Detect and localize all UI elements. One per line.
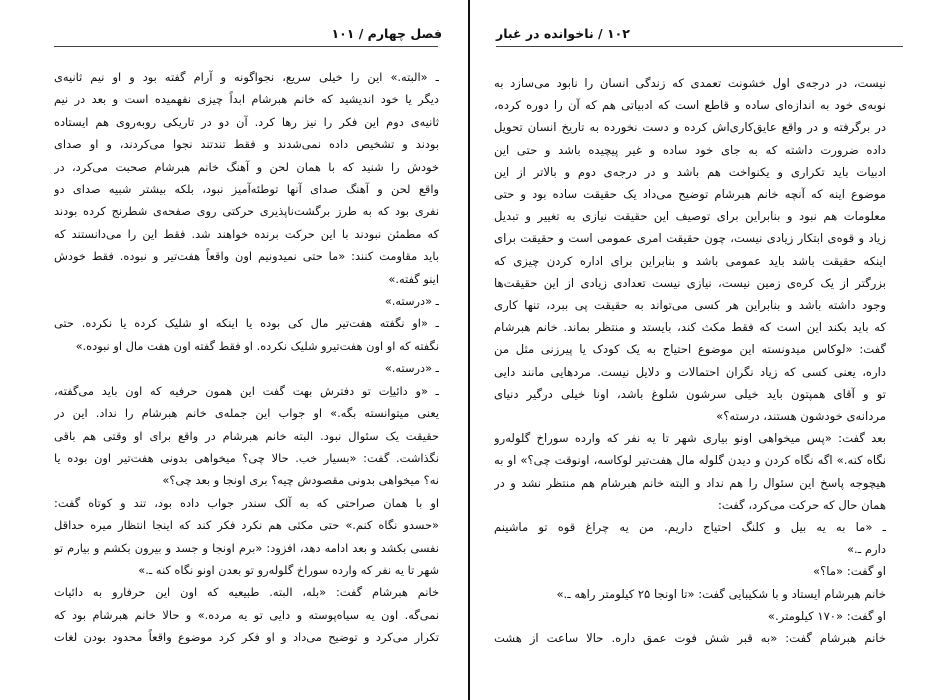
text-line: گفت: «لوکاس میدونسته این موضوع احتیاج به یک کودک یا پیرزنی مثل من bbox=[494, 342, 886, 357]
text-line: شهر تا یه نفر که وارده سوراخ گلوله‌رو تو بعدن اونو نگاه کنه ـ.» bbox=[138, 562, 439, 577]
right-header-rule bbox=[496, 46, 903, 47]
text-line: خودش را شنید که با همان لحن و آهنگ خانم هبرشام صحبت می‌کرد، در bbox=[54, 159, 439, 174]
text-line: خانم هبرشام گفت: «بله، البته. طبیعیه که اون این حرفارو به دائیات bbox=[54, 585, 439, 600]
text-line: بزرگتر از یک کره‌ی زمین نیست، نیازی نیست تعدادی زیادی از این حقیقت‌ها bbox=[494, 275, 886, 290]
text-line: ادبیات باید تکراری و یکنواخت هم باشد و در درجه‌ی دوم و بالاتر از این bbox=[494, 164, 886, 179]
text-line: نمی‌گه. اون یه سیاه‌پوسته و دایی تو یه مرده.» و حالا خانم هبرشام بود که bbox=[54, 607, 439, 622]
text-line: او گفت: «۱۷۰ کیلومتر.» bbox=[767, 608, 886, 623]
text-line: بعد گفت: «پس میخواهی اونو بیاری شهر تا یه نفر که وارده سوراخ گلوله‌رو bbox=[494, 431, 886, 446]
text-line: تکرار می‌کرد و توضیح می‌داد و او فکر کرد موضوع واقعاً محدود بودن لغات bbox=[54, 630, 439, 645]
text-line: دارم ـ.» bbox=[846, 542, 886, 557]
text-line: نگفته که او اون هفت‌تیرو شلیک نکرده. او فقط گفته اون هفت مال او نبوده.» bbox=[75, 338, 439, 353]
text-line: نوبه‌ی خود به اندازه‌ای ساده و قاطع است که ادبیاتی هم که آن را دوره کرده، bbox=[494, 98, 886, 113]
text-line: او با همان صراحتی که به آلک سندر جواب داده بود، تند و کوتاه گفت: bbox=[54, 495, 439, 510]
text-line: اینو گفته.» bbox=[388, 271, 439, 286]
text-line: ـ «و دائیاِت تو دفترش بهت گفت این همون حرفیه که اون باید می‌گفته، bbox=[54, 383, 439, 398]
left-header-rule bbox=[54, 46, 438, 47]
text-line: در برگرفته و در واقع عایق‌کاری‌اش کرده و دست نخورده به تاریخ انسان تحویل bbox=[494, 120, 886, 135]
text-line: نفسی بکشد و بعد ادامه دهد، افزود: «برم اونجا و جسد و بیرون بکشم و بیارم تو bbox=[54, 540, 439, 555]
right-page-header: ۱۰۲ / ناخوانده در غبار bbox=[496, 26, 630, 41]
text-line: نه؟ میخواهی بدونی مقصودش چیه؟ بری اونجا و بعد چی؟» bbox=[162, 473, 439, 488]
text-line: دیگر یا خود اندیشید که خانم هبرشام ابداً چیزی نفهمیده است و بعد در نیم bbox=[54, 92, 439, 107]
text-line: داده ضرورت داشته که به جای خود ساده و غیر پیچیده باشد و حتی این bbox=[494, 142, 886, 157]
text-line: نگذاشت. گفت: «بسیار خب. حالا چی؟ میخواهی بدونی هفت‌تیر اون بوده یا bbox=[54, 450, 439, 465]
text-line: ـ «او نگفته هفت‌تیر مال کی بوده یا اینکه او شلیک کرده یا نکرده. حتی bbox=[54, 316, 439, 331]
right-page-text bbox=[494, 72, 886, 649]
text-line: اینکه حقیقت باشد باید عمومی باشد و بنابراین برای اداره کردن چیزی که bbox=[494, 253, 886, 268]
text-line: نیست، در درجه‌ی اول خشونت تعمدی که زندگی انسان را نابود می‌سازد به bbox=[494, 76, 886, 90]
left-page-text bbox=[54, 66, 439, 649]
text-line: داره، یعنی کسی که زیاد نگران احتمالات و دلایل نیست. مردهایی مانند دایی bbox=[494, 364, 886, 379]
text-line: یعنی میتوانسته بگه.» او جواب این جمله‌ی خانم هبرشام را نداد. این در bbox=[54, 406, 439, 421]
text-line: همان حال که حرکت می‌کرد، گفت: bbox=[718, 497, 886, 512]
text-line: ـ «ما به یه بیل و کلنگ احتیاج داریم. من یه چراغ قوه تو ماشینم bbox=[494, 520, 886, 535]
text-line: زیاد و قوه‌ی ابتکار زیادی نیست، چون حقیقت امری عمومی است و حقیقت برای bbox=[494, 231, 886, 246]
text-line: حقیقت یک سئوال نبود. البته خانم هبرشام در واقع برای او وقتی هم باقی bbox=[54, 428, 439, 443]
text-line: واقع لحن و آهنگ صدای آنها توطئه‌آمیز نبود، بلکه بیشتر شبیه صدای دو bbox=[54, 182, 439, 197]
text-line: معلومات هم نبود و بنابراین برای توصیف این حقیقت نیازی به تغییر و تبدیل bbox=[494, 209, 886, 224]
left-page-header: فصل چهارم / ۱۰۱ bbox=[331, 26, 442, 41]
text-line: تو و آقای همپتون باید خیلی سرشون شلوغ باشد، اونا خیلی درگیر دنیای bbox=[494, 386, 886, 401]
text-line: ثانیه‌ی دوم این فکر را نیز رها کرد. آن دو در تاریکی روبه‌روی هم ایستاده bbox=[54, 114, 439, 129]
text-line: مردانه‌ی خودشون هستند، درسته؟» bbox=[716, 409, 886, 424]
text-line: موضوع اینه که آنچه خانم هبرشام توضیح می‌داد یک حقیقت ساده بود و حتی bbox=[494, 187, 886, 202]
text-line: خانم هبرشام ایستاد و با شکیبایی گفت: «تا اونجا ۲۵ کیلومتر راهه ـ.» bbox=[556, 586, 886, 601]
text-line: وجود داشته باشد و بنابراین هر کسی می‌تواند به حقیقت پی ببرد، تنها کاری bbox=[494, 298, 886, 313]
text-line: خانم هبرشام گفت: «به قبر شش فوت عمق داره. حالا ساعت از هشت bbox=[494, 631, 886, 646]
text-line: که مطمئن نبودند با این حرکت برنده خواهند شد. فقط این را می‌دانستند که bbox=[54, 226, 439, 241]
text-line: ـ «البته.» این را خیلی سریع، نجواگونه و آرام گفته بود و او نیم ثانیه‌ی bbox=[54, 70, 439, 84]
right-page bbox=[470, 0, 937, 700]
text-line: ـ «درسته.» bbox=[384, 294, 439, 309]
text-line: ـ «درسته.» bbox=[384, 361, 439, 376]
text-line: او گفت: «ما؟» bbox=[813, 564, 886, 579]
text-line: باید مقاومت کنند: «ما حتی نمیدونیم اون واقعاً هفت‌تیر و نبوده. فقط خودش bbox=[54, 249, 439, 264]
text-line: نفری بود که به طرز برگشت‌ناپذیری حرکتی روی صفحه‌ی شطرنج کرده بودند bbox=[54, 204, 439, 219]
text-line: «حسدو نگاه کنم.» حتی مکثی هم نکرد فکر کند که اینجا انتظار میره حداقل bbox=[54, 518, 439, 533]
text-line: هیچوجه پاسخ این سئوال را هم نداد و البته خانم هبرشام هم منتظر نشد و در bbox=[494, 475, 886, 490]
text-line: نگاه کنه.» اگه نگاه کردن و دیدن گلوله مال هفت‌تیر لوکاسه، اونوقت چی؟» او به bbox=[494, 453, 886, 468]
text-line: بودند و تشخیص داده نمی‌شدند و فقط تندتند نجوا می‌کردند، و او صدای bbox=[54, 137, 439, 152]
text-line: که باید بکند این است که فقط مکث کند، بایستد و منتظر بماند. خانم هبرشام bbox=[494, 320, 886, 335]
